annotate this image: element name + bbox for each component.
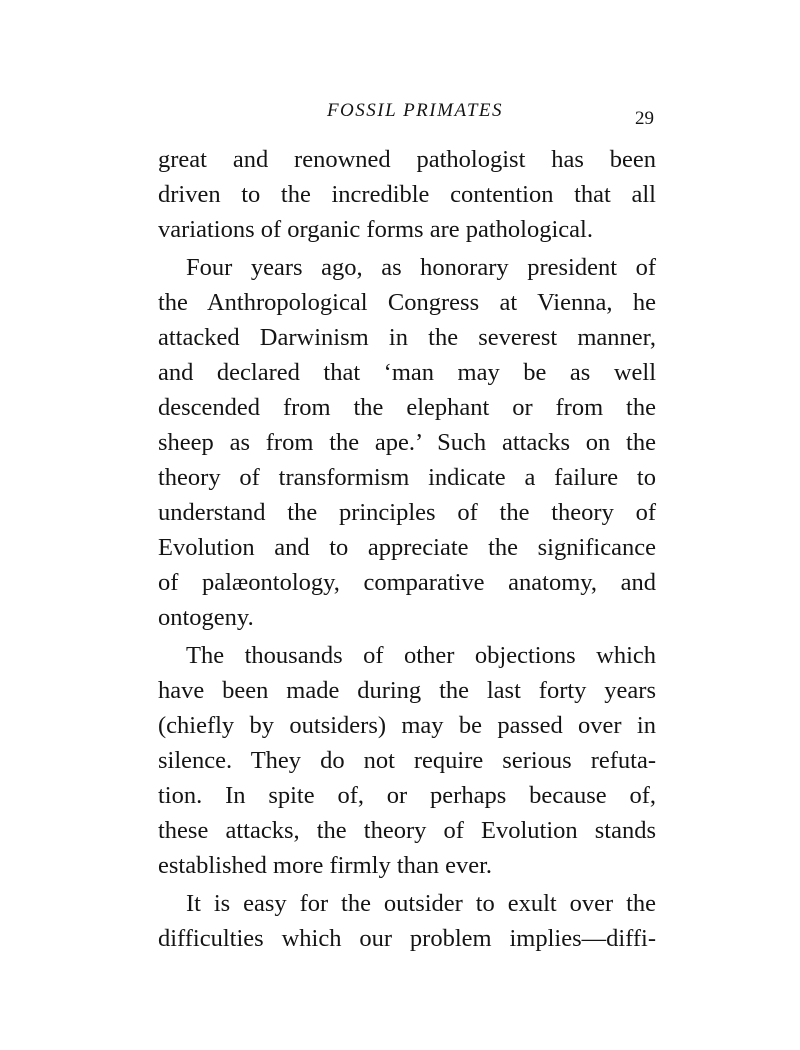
text-line: and declared that ‘man may be as well <box>158 359 656 386</box>
text-line: have been made during the last forty years <box>158 677 656 704</box>
running-title: FOSSIL PRIMATES <box>326 100 504 121</box>
running-head <box>0 100 800 128</box>
paragraph-3 <box>158 638 656 883</box>
text-line: attacked Darwinism in the severest manner, <box>158 324 656 351</box>
page-number: 29 <box>635 108 654 129</box>
paragraph-4 <box>158 886 656 956</box>
text-line: It is easy for the outsider to exult over the <box>186 890 656 917</box>
text-line: the Anthropological Congress at Vienna, he <box>158 289 656 316</box>
text-line: understand the principles of the theory of <box>158 499 656 526</box>
text-line: silence. They do not require serious refuta- <box>158 747 656 774</box>
text-line: these attacks, the theory of Evolution stands <box>158 817 656 844</box>
text-line: driven to the incredible contention that all <box>158 181 656 208</box>
text-line: The thousands of other objections which <box>186 642 656 669</box>
text-line: (chiefly by outsiders) may be passed over in <box>158 712 656 739</box>
text-line: Evolution and to appreciate the significance <box>158 534 656 561</box>
text-line: variations of organic forms are pathological. <box>158 216 593 243</box>
text-line: theory of transformism indicate a failure to <box>158 464 656 491</box>
paragraph-1 <box>158 142 656 247</box>
text-line: Four years ago, as honorary president of <box>186 254 656 281</box>
text-line: established more firmly than ever. <box>158 852 493 879</box>
text-line: sheep as from the ape.’ Such attacks on the <box>158 429 656 456</box>
text-line: great and renowned pathologist has been <box>158 146 656 173</box>
body-text <box>158 142 656 956</box>
text-line: descended from the elephant or from the <box>158 394 656 421</box>
text-line: tion. In spite of, or perhaps because of, <box>158 782 656 809</box>
text-line: ontogeny. <box>158 604 254 631</box>
paragraph-2 <box>158 250 656 635</box>
text-line: of palæontology, comparative anatomy, and <box>158 569 656 596</box>
text-line: difficulties which our problem implies—diffi- <box>158 925 656 952</box>
